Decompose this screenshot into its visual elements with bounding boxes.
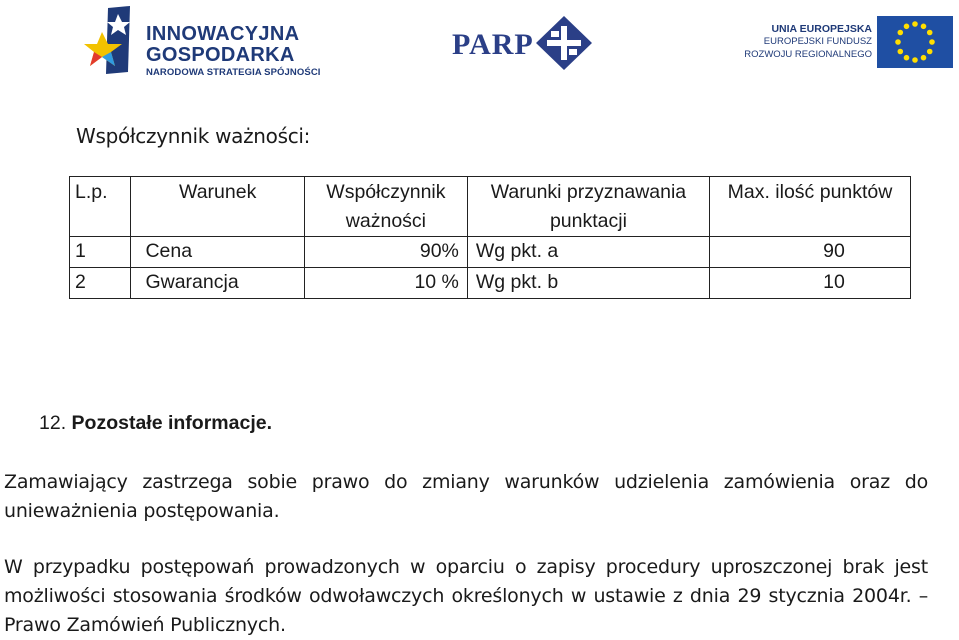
ig-title-line2: GOSPODARKA [146, 44, 295, 66]
section-number: 12. [39, 412, 67, 434]
row-condition: Gwarancja [131, 268, 304, 299]
parp-logo [452, 14, 602, 72]
row-lp: 2 [70, 268, 131, 299]
row-max-points: 10 [710, 268, 911, 299]
paragraph-reservation: Zamawiający zastrzega sobie prawo do zmiany warunków udzielenia zamówienia oraz do unieważnienia postępowania. [4, 471, 928, 522]
header-scoring-conditions: Warunki przyznawania punktacji [467, 177, 709, 237]
header-lp: L.p. [70, 177, 131, 237]
criteria-table [69, 176, 911, 299]
header-coefficient: Współczynnik ważności [304, 177, 467, 237]
eu-flag-icon [877, 16, 953, 68]
ig-subtitle: NARODOWA STRATEGIA SPÓJNOŚCI [146, 67, 321, 78]
innowacyjna-gospodarka-logo [84, 6, 324, 78]
star-flag-icon [84, 6, 140, 76]
section-title-text: Pozostałe informacje. [71, 412, 273, 434]
eu-fund-line2: ROZWOJU REGIONALNEGO [744, 48, 872, 60]
section-title [39, 412, 272, 435]
table-row [70, 268, 911, 299]
ig-title-line1: INNOWACYJNA [146, 23, 300, 45]
header-max-points: Max. ilość punktów [710, 177, 911, 237]
row-max-points: 90 [710, 237, 911, 268]
row-coefficient: 90% [304, 237, 467, 268]
header-condition: Warunek [131, 177, 304, 237]
table-header-row [70, 177, 911, 237]
eu-fund-line1: EUROPEJSKI FUNDUSZ [763, 36, 872, 47]
parp-wordmark: PARP [452, 28, 534, 61]
row-scoring-condition: Wg pkt. a [467, 237, 709, 268]
row-scoring-condition: Wg pkt. b [467, 268, 709, 299]
table-row [70, 237, 911, 268]
eu-title: UNIA EUROPEJSKA [771, 23, 872, 35]
row-coefficient: 10 % [304, 268, 467, 299]
row-lp: 1 [70, 237, 131, 268]
eu-logo [744, 16, 956, 76]
parp-diamond-icon [534, 16, 594, 70]
row-condition: Cena [131, 237, 304, 268]
paragraph-appeal-measures: W przypadku postępowań prowadzonych w oparciu o zapisy procedury uproszczonej brak jest możliwości stosowania środków odwoławczych określonych w ustawie z dnia 29 stycznia 2004r. – Prawo Zamówień Publicznych. [4, 556, 928, 636]
importance-coefficient-heading: Współczynnik ważności: [76, 124, 311, 148]
